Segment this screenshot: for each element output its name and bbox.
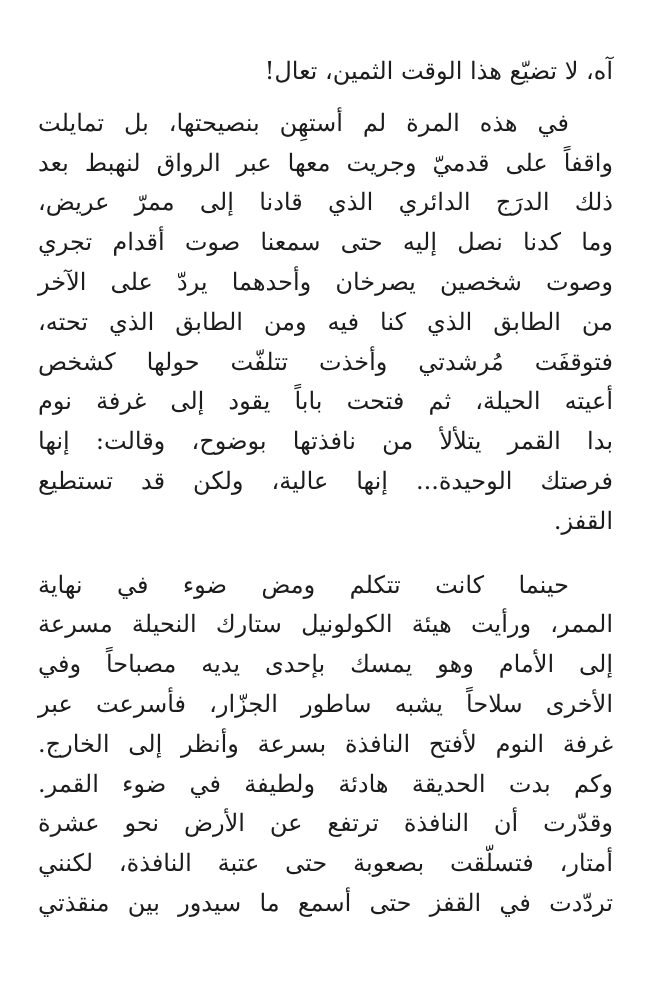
text-line: ذلك الدرَج الدائري الذي قادنا إلى ممرّ عريض،	[38, 188, 613, 217]
paragraph-2	[38, 104, 613, 542]
text-line: الممر، ورأيت هيئة الكولونيل ستارك النحيلة مسرعة	[38, 610, 613, 639]
text-line: أمتار، فتسلّقت بصعوبة حتى عتبة النافذة، لكنني	[38, 849, 613, 878]
text-line: في هذه المرة لم أستهِن بنصيحتها، بل تمايلت	[38, 108, 569, 137]
text-line: أعيته الحيلة، ثم فتحت باباً يقود إلى غرفة نوم	[38, 387, 613, 416]
text-line: بدا القمر يتلألأ من نافذتها بوضوح، وقالت: إنها	[38, 427, 613, 456]
text-line: حينما كانت تتكلم ومض ضوء في نهاية	[38, 570, 569, 599]
text-line: القفز.	[553, 506, 613, 535]
text-line: الأخرى سلاحاً يشبه ساطور الجزّار، فأسرعت عبر	[38, 689, 613, 718]
text-line: فرصتك الوحيدة... إنها عالية، ولكن قد تستطيع	[38, 466, 613, 495]
text-line: غرفة النوم لأفتح النافذة بسرعة وأنظر إلى الخارج.	[38, 729, 613, 758]
text-line: إلى الأمام وهو يمسك بإحدى يديه مصباحاً وفي	[38, 650, 613, 679]
text-line: آه، لا تضيّع هذا الوقت الثمين، تعال!	[264, 57, 613, 85]
paragraph-1	[38, 52, 613, 92]
text-line: تردّدت في القفز حتى أسمع ما سيدور بين منقذتي	[38, 888, 613, 917]
text-line: واقفاً على قدميّ وجريت معها عبر الرواق لنهبط بعد	[38, 148, 613, 177]
text-line: وقدّرت أن النافذة ترتفع عن الأرض نحو عشرة	[38, 809, 613, 838]
text-line: من الطابق الذي كنا فيه ومن الطابق الذي تحته،	[38, 307, 613, 336]
text-line: وصوت شخصين يصرخان وأحدهما يردّ على الآخر	[38, 267, 613, 296]
text-line: وكم بدت الحديقة هادئة ولطيفة في ضوء القمر.	[38, 769, 613, 798]
paragraph-3	[38, 566, 613, 924]
text-line: وما كدنا نصل إليه حتى سمعنا صوت أقدام تجري	[38, 228, 613, 257]
text-line: فتوقفَت مُرشدتي وأخذت تتلفّت حولها كشخص	[38, 347, 613, 376]
